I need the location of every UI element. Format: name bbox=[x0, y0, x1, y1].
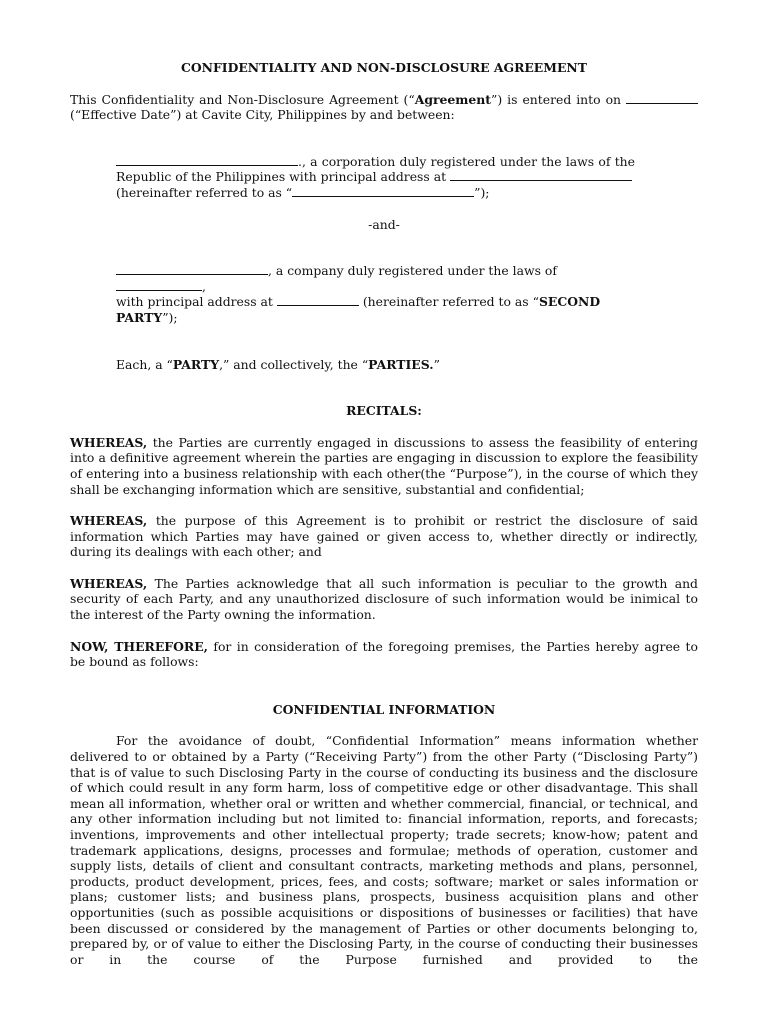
document-title: CONFIDENTIALITY AND NON-DISCLOSURE AGREEMENT bbox=[181, 60, 587, 75]
and-separator: -and- bbox=[368, 216, 400, 232]
whereas-2: WHEREAS, the purpose of this Agreement is to prohibit or restrict the disclosure of said information which Parties may have gained or given access to, whether directly or indirectly, during its dealings with each other; and bbox=[70, 513, 698, 560]
intro-text-1: This Confidentiality and Non-Disclosure Agreement (“ bbox=[70, 91, 415, 107]
second-party-name-blank[interactable] bbox=[116, 263, 268, 275]
second-party-line-1: , a company duly registered under the laws of , bbox=[116, 263, 635, 294]
party-term: PARTY bbox=[172, 356, 220, 372]
first-party-alias-blank[interactable] bbox=[292, 185, 474, 197]
each-party-line: Each, a “PARTY,” and collectively, the “PARTIES.” bbox=[116, 356, 440, 372]
confidential-paragraph: For the avoidance of doubt, “Confidential Information” means information whether delivered to or obtained by a Party (“Receiving Party”) from the other Party (“Disclosing Party”) that is of value to such Disclosing Party in the course of conducting its business and the disclosure of which could result in any form harm, loss of competitive edge or other disadvantage. This shall mean all information, whether oral or written and whether commercial, financial, or technical, and any other information including but not limited to: financial information, reports, and forecasts; inventions, improvements and other intellectual property; trade secrets; know-how; patent and trademark applications, designs, processes and formulae; methods of operation, customer and supply lists, details of client and consultant contracts, marketing methods and plans, personnel, products, product development, prices, fees, and costs; software; market or sales information or plans; customer lists; and business plans, prospects, business acquisition plans and other opportunities (such as possible acquisitions or dispositions of businesses or facilities) that have been discussed or considered by the management of Parties or other documents belonging to, prepared by, or of value to either the Disclosing Party, in the course of conducting their businesses or in the course of the Purpose furnished and provided to the bbox=[70, 733, 698, 967]
second-party-block bbox=[116, 263, 635, 325]
recitals-heading: RECITALS: bbox=[346, 403, 422, 419]
whereas-1: WHEREAS, the Parties are currently engaged in discussions to assess the feasibility of entering into a definitive agreement wherein the parties are engaging in discussion to explore the feasibility of entering into a business relationship with each other(the “Purpose”), in the course of which they shall be exchanging information which are sensitive, substantial and confidential; bbox=[70, 434, 698, 497]
intro-line-2: (“Effective Date”) at Cavite City, Philippines by and between: bbox=[70, 107, 455, 123]
whereas-label: WHEREAS, bbox=[70, 434, 148, 450]
effective-date-blank[interactable] bbox=[626, 92, 698, 104]
parties-term: PARTIES. bbox=[368, 356, 434, 372]
second-party-law-blank[interactable] bbox=[116, 279, 202, 291]
first-party-name-blank[interactable] bbox=[116, 154, 298, 166]
second-party-term: SECOND PARTY bbox=[116, 294, 601, 325]
first-party-address-blank[interactable] bbox=[450, 169, 632, 181]
agreement-term: Agreement bbox=[414, 91, 492, 107]
whereas-label: WHEREAS, bbox=[70, 513, 148, 529]
intro-paragraph bbox=[70, 92, 698, 108]
document-body bbox=[70, 60, 698, 967]
whereas-label: WHEREAS, bbox=[70, 575, 148, 591]
first-party-block bbox=[116, 154, 635, 201]
now-therefore: NOW, THEREFORE, for in consideration of the foregoing premises, the Parties hereby agree to be bound as follows: bbox=[70, 638, 698, 670]
now-therefore-label: NOW, THEREFORE, bbox=[70, 638, 208, 654]
intro-text-2: ”) is entered into on bbox=[491, 91, 622, 107]
whereas-3: WHEREAS, The Parties acknowledge that all such information is peculiar to the growth and security of each Party, and any unauthorized disclosure of such information would be inimical to the interest of the Party owning the information. bbox=[70, 575, 698, 623]
first-party-line-2: Republic of the Philippines with principal address at bbox=[116, 169, 635, 185]
first-party-line-1: ., a corporation duly registered under the laws of the bbox=[116, 154, 635, 170]
second-party-line-2: with principal address at (hereinafter referred to as “SECOND PARTY”); bbox=[116, 294, 601, 325]
confidential-heading: CONFIDENTIAL INFORMATION bbox=[272, 701, 496, 717]
second-party-address-blank[interactable] bbox=[277, 294, 359, 306]
first-party-line-3: (hereinafter referred to as “ ”); bbox=[116, 184, 490, 200]
